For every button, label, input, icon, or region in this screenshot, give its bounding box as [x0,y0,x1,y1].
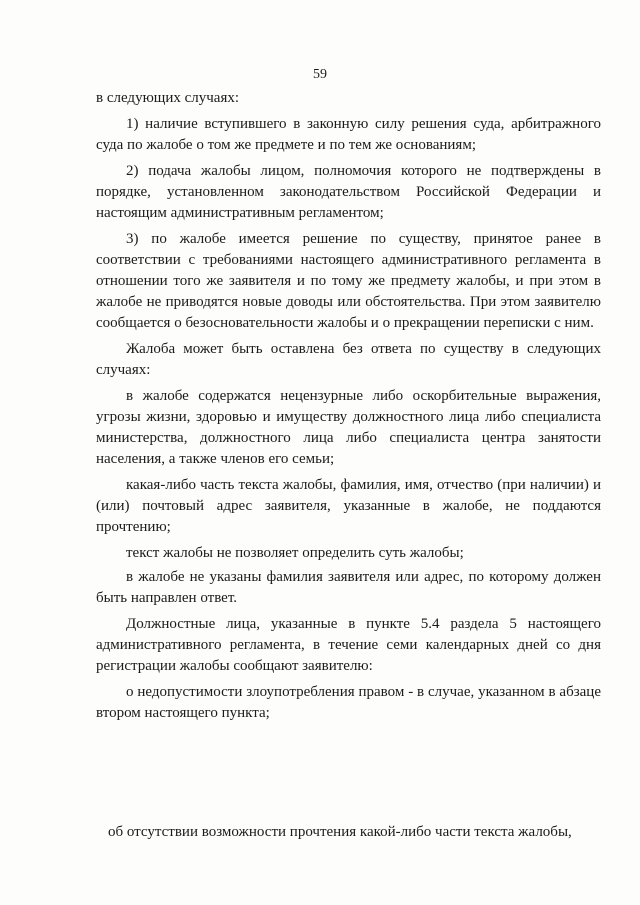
paragraph-abuse-of-right: о недопустимости злоупотребления правом - в случае, указанном в абзаце втором настоящего пункта; [96,684,601,721]
paragraph-illegible-text: какая-либо часть текста жалобы, фамилия, имя, отчество (при наличии) и (или) почтовый адрес заявителя, указанные в жалобе, не поддаются прочтению; [96,477,601,535]
paragraph-essence-unclear: текст жалобы не позволяет определить суть жалобы; [126,545,464,561]
paragraph-no-address: в жалобе не указаны фамилия заявителя или адрес, по которому должен быть направлен ответ. [96,569,601,606]
document-body [96,88,601,729]
paragraph-no-answer-cases: Жалоба может быть оставлена без ответа по существу в следующих случаях: [96,341,601,378]
paragraph-obscene-language: в жалобе содержатся нецензурные либо оскорбительные выражения, угрозы жизни, здоровью и имуществу должностного лица либо специалиста министерства, должностного лица либо специалиста центра занятости населения, а также членов его семьи; [96,388,601,467]
page-number: 59 [313,67,327,82]
paragraph-item-2: 2) подача жалобы лицом, полномочия которого не подтверждены в порядке, установленном законодательством Российской Федерации и настоящим административным регламентом; [96,163,601,221]
paragraph-continuation: в следующих случаях: [96,90,240,106]
paragraph-officials-notify: Должностные лица, указанные в пункте 5.4 раздела 5 настоящего административного регламента, в течение семи календарных дней со дня регистрации жалобы сообщают заявителю: [96,616,601,674]
paragraph-unreadable-part: об отсутствии возможности прочтения какой-либо части текста жалобы, [108,824,572,840]
paragraph-item-1: 1) наличие вступившего в законную силу решения суда, арбитражного суда по жалобе о том же предмете и по тем же основаниям; [96,116,601,153]
paragraph-item-3: 3) по жалобе имеется решение по существу, принятое ранее в соответствии с требованиями настоящего административного регламента в отношении того же заявителя и по тому же предмету жалобы, и при этом в жалобе не приводятся новые доводы или обстоятельства. При этом заявителю сообщается о безосновательности жалобы и о прекращении переписки с ним. [96,231,601,331]
